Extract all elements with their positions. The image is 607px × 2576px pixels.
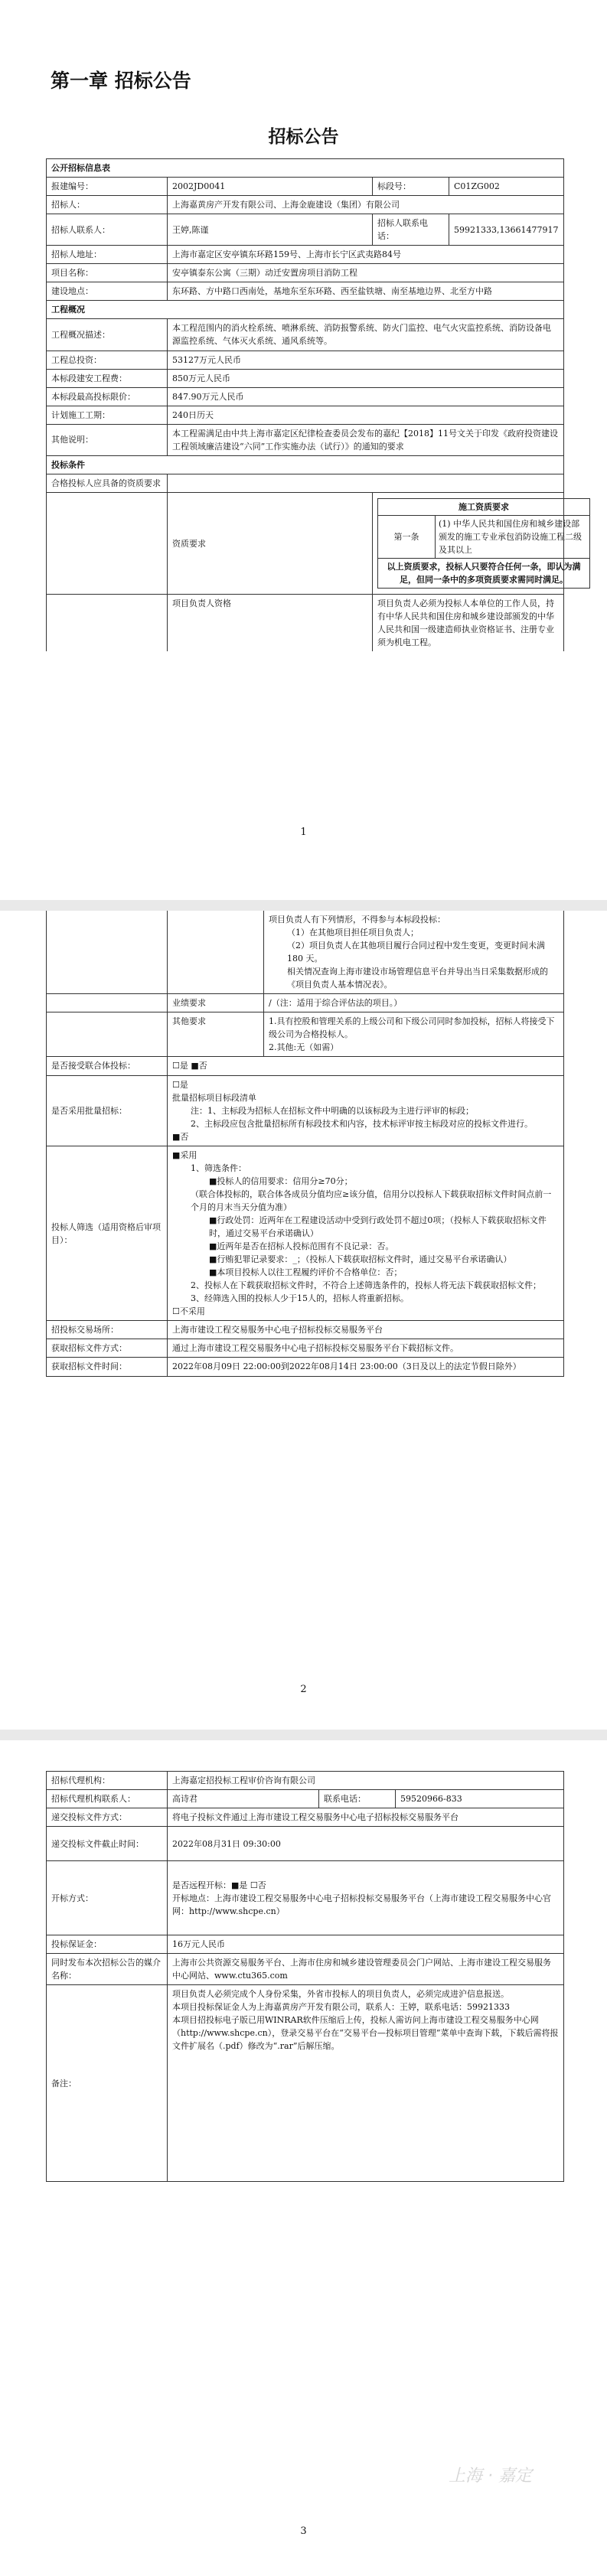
table-row [47, 1012, 564, 1057]
field-value [264, 911, 564, 994]
section-title-bid-conditions: 投标条件 [47, 455, 564, 474]
field-label: 招标代理机构联系人： [47, 1790, 168, 1808]
text-line: ■行政处罚：近两年在工程建设活动中受到行政处罚不超过0项；（投标人下载获取招标文件时，通过交易平台承诺确认） [209, 1215, 547, 1239]
qualification-box-footer: 以上资质要求，投标人只要符合任何一条，即认为满足，但同一条中的多项资质要求需同时满足。 [387, 562, 581, 585]
screen-option-adopt: ■采用 [172, 1149, 197, 1160]
field-label: 资质要求 [168, 492, 373, 594]
text-line: ■近两年是否在招标人投标范围有不良记录：否。 [209, 1241, 394, 1252]
field-value: 本工程范围内的消火栓系统、喷淋系统、消防报警系统、防火门监控、电气火灾监控系统、消防设备电源监控系统、气体灭火系统、通风系统等。 [168, 319, 564, 351]
field-label: 开标方式： [47, 1861, 168, 1935]
table-row [47, 1935, 564, 1954]
page-number: 1 [300, 827, 307, 838]
field-value [168, 1985, 564, 2182]
field-value: 16万元人民币 [168, 1935, 564, 1954]
table-row [47, 196, 564, 214]
text-line: 开标地点：上海市建设工程交易服务中心电子招标投标交易服务平台（上海市建设工程交易服务中心官网：http://www.shcpe.cn） [172, 1893, 551, 1916]
field-label: 递交投标文件方式： [47, 1808, 168, 1827]
table-row [47, 1772, 564, 1790]
page-1 [0, 0, 607, 900]
field-value: 59520966-833 [396, 1790, 564, 1808]
field-label: 招标人地址： [47, 246, 168, 264]
text-line: ■本项目投标人以往工程履约评价不合格单位：否； [209, 1267, 403, 1278]
field-value: C01ZG002 [449, 178, 564, 196]
field-label: 本标段最高投标限价： [47, 387, 168, 406]
field-value: 上海市建设工程交易服务中心电子招标投标交易服务平台 [168, 1321, 564, 1339]
page-3 [0, 1740, 607, 2576]
field-value: 上海市嘉定区安亭镇东环路159号、上海市长宁区武夷路84号 [168, 246, 564, 264]
field-label: 招标人： [47, 196, 168, 214]
field-label: 报建编号： [47, 178, 168, 196]
field-label: 其他说明： [47, 424, 168, 455]
field-value [168, 1861, 564, 1935]
table-row [47, 911, 564, 994]
table-row [47, 1339, 564, 1358]
clause-label: 第一条 [378, 516, 436, 558]
field-value: 将电子投标文件通过上海市建设工程交易服务中心电子招标投标交易服务平台 [168, 1808, 564, 1827]
text-line: 2、主标段应包含批量招标所有标段技术和内容，技术标评审按主标段对应的投标文件进行。 [191, 1118, 533, 1129]
table-row [47, 994, 564, 1012]
text-line: 项目负责人必须完成个人身份采集，外省市投标人的项目负责人，必须完成进沪信息报送。 [172, 1989, 509, 2000]
text-line: 2.其他:无（如需） [269, 1042, 339, 1053]
field-label: 备注： [47, 1985, 168, 2182]
table-row [47, 1861, 564, 1935]
table-row [47, 319, 564, 351]
table-row [47, 369, 564, 387]
page-2 [0, 911, 607, 1730]
field-value: 上海嘉黄房产开发有限公司、上海金鹿建设（集团）有限公司 [168, 196, 564, 214]
field-label: 获取招标文件方式： [47, 1339, 168, 1358]
field-value: 安亭镇泰东公寓（三期）动迁安置房项目消防工程 [168, 264, 564, 282]
field-label: 递交投标文件截止时间： [47, 1827, 168, 1861]
field-label: 招投标交易场所： [47, 1321, 168, 1339]
field-label: 项目名称： [47, 264, 168, 282]
field-value: 项目负责人必须为投标人本单位的工作人员，持有中华人民共和国住房和城乡建设部颁发的中华人民共和国一级建造师执业资格证书、注册专业须为机电工程。 [373, 595, 564, 652]
field-label: 项目负责人资格 [168, 595, 373, 652]
agency-table [46, 1771, 564, 2182]
table-row [47, 406, 564, 424]
text-line: （1）在其他项目担任项目负责人； [287, 928, 419, 938]
text-line: 相关情况查询上海市建设市场管理信息平台并导出当日采集数据形成的《项目负责人基本情况表》。 [287, 967, 548, 990]
remote-open-option: 是否远程开标：■是 ☐否 [172, 1880, 266, 1890]
field-value: 上海嘉定招投标工程审价咨询有限公司 [168, 1772, 564, 1790]
field-label: 招标代理机构： [47, 1772, 168, 1790]
field-label: 建设地点： [47, 282, 168, 301]
table-row [47, 1075, 564, 1146]
field-label: 招标人联系人： [47, 214, 168, 246]
field-label: 同时发布本次招标公告的媒介名称： [47, 1954, 168, 1985]
field-label: 招标人联系电话： [373, 214, 449, 246]
field-value: 2022年08月09日 22:00:00到2022年08月14日 23:00:00（3日及以上的法定节假日除外） [168, 1358, 564, 1376]
table-row [47, 424, 564, 455]
field-value: /（注：适用于综合评估法的项目。） [264, 994, 564, 1012]
field-label: 其他要求 [168, 1012, 264, 1057]
field-value: 850万元人民币 [168, 369, 564, 387]
text-line: 3、经筛选入围的投标人少于15人的，招标人将重新招标。 [191, 1293, 409, 1304]
field-label: 获取招标文件时间： [47, 1358, 168, 1376]
field-value: 高诗君 [168, 1790, 319, 1808]
field-label: 是否接受联合体投标： [47, 1057, 168, 1075]
text-line: （2）项目负责人在其他项目履行合同过程中发生变更，变更时间未满 180 天。 [287, 941, 545, 964]
table-row [47, 214, 564, 246]
text-line: （联合体投标的，联合体各成员分值均应≥该分值，信用分以投标人下载获取招标文件时间点前一个月的月末当天分值为准） [191, 1189, 552, 1212]
text-line: ■行贿犯罪记录要求：_；（投标人下载获取招标文件时，通过交易平台承诺确认） [209, 1254, 512, 1265]
field-label: 投标人筛选（适用资格后审项目）： [47, 1146, 168, 1321]
qualification-box-cell [373, 492, 582, 594]
text-line: 本项目投标保证金人为上海嘉黄房产开发有限公司，联系人：王婷，联系电话：59921333 [172, 2002, 510, 2013]
field-label: 计划施工工期： [47, 406, 168, 424]
text-line: 批量招标项目标段清单 [172, 1092, 256, 1103]
clause-text: (1) 中华人民共和国住房和城乡建设部颁发的施工专业承包消防设施工程二级及其以上 [439, 518, 582, 556]
field-value: 王婷,陈谨 [168, 214, 373, 246]
field-label: 工程总投资： [47, 351, 168, 369]
page-divider [0, 1730, 607, 1740]
field-value: 本工程需满足由中共上海市嘉定区纪律检查委员会发布的嘉纪【2018】11号文关于印发《政府投资建设工程领域廉洁建设“六同”工作实施办法（试行）》的通知的要求 [168, 424, 564, 455]
field-label: 合格投标人应具备的资质要求 [47, 474, 168, 492]
bid-info-table [46, 158, 582, 651]
table-row [47, 492, 564, 594]
field-label: 标段号： [373, 178, 449, 196]
text-line: 项目负责人有下列情形，不得参与本标段投标： [269, 915, 445, 924]
table-row [47, 474, 564, 492]
field-label: 是否采用批量招标： [47, 1075, 168, 1146]
table-row [47, 1985, 564, 2182]
table-row [47, 1954, 564, 1985]
section-title-info: 公开招标信息表 [47, 159, 564, 178]
consortium-option: ☐是 ■否 [168, 1057, 564, 1075]
batch-option-yes: ☐是 [172, 1079, 188, 1090]
field-value: 2022年08月31日 09:30:00 [168, 1827, 564, 1861]
field-label: 联系电话： [319, 1790, 396, 1808]
field-value: 59921333,13661477917 [449, 214, 564, 246]
page-number: 2 [300, 1684, 307, 1695]
chapter-title: 第一章 招标公告 [51, 70, 191, 92]
table-row [47, 264, 564, 282]
page-number: 3 [300, 2525, 307, 2537]
text-line: 注：1、主标段为招标人在招标文件中明确的以该标段为主进行评审的标段； [191, 1105, 474, 1116]
watermark-logo: 上海 · 嘉定 [449, 2467, 532, 2486]
text-line: 1、筛选条件： [191, 1162, 246, 1173]
table-row [47, 282, 564, 301]
table-row [47, 1790, 564, 1808]
field-value [168, 1146, 564, 1321]
table-row [47, 351, 564, 369]
text-line: 本项目招投标电子版已用WINRAR软件压缩后上传，投标人需访问上海市建设工程交易服务中心网（http://www.shcpe.cn），登录交易平台在“交易平台—投标项目管理”菜单中查询下载，下载后需将报文件扩展名（.pdf）修改为“.rar”后解压缩。 [172, 2015, 559, 2052]
table-row [47, 387, 564, 406]
section-title-overview: 工程概况 [47, 301, 564, 319]
table-row [47, 595, 564, 652]
qualification-box [377, 498, 590, 589]
field-value: 240日历天 [168, 406, 564, 424]
screen-option-not-adopt: ☐不采用 [172, 1306, 205, 1317]
field-value: 2002JD0041 [168, 178, 373, 196]
table-row [47, 1146, 564, 1321]
field-label: 投标保证金： [47, 1935, 168, 1954]
field-value: 东环路、方中路口西南处，基地东至东环路、西至盐铁塘、南至基地边界、北至方中路 [168, 282, 564, 301]
doc-title: 招标公告 [268, 127, 339, 147]
text-line: ■投标人的信用要求：信用分≥70分； [209, 1176, 353, 1186]
table-row [47, 1057, 564, 1075]
table-row [47, 178, 564, 196]
field-value [264, 1012, 564, 1057]
text-line: 1.具有控股和管理关系的上级公司和下级公司同时参加投标，招标人将接受下级公司为合格投标人。 [269, 1016, 555, 1040]
page-divider [0, 900, 607, 911]
qualification-box-header: 施工资质要求 [378, 499, 589, 516]
field-value [168, 1075, 564, 1146]
field-value: 通过上海市建设工程交易服务中心电子招标投标交易服务平台下载招标文件。 [168, 1339, 564, 1358]
table-row [47, 246, 564, 264]
field-label: 工程概况描述： [47, 319, 168, 351]
table-row [47, 1808, 564, 1827]
field-value: 847.90万元人民币 [168, 387, 564, 406]
field-label: 业绩要求 [168, 994, 264, 1012]
batch-option-no: ■否 [172, 1131, 189, 1142]
table-row [47, 1827, 564, 1861]
field-label: 本标段建安工程费： [47, 369, 168, 387]
table-row [47, 1358, 564, 1376]
text-line: 2、投标人在下载获取招标文件时，不符合上述筛选条件的，投标人将无法下载获取招标文件； [191, 1280, 541, 1291]
table-row [47, 1321, 564, 1339]
bid-conditions-table [46, 911, 564, 1377]
field-value: 上海市公共资源交易服务平台、上海市住房和城乡建设管理委员会门户网站、上海市建设工程交易服务中心网站、www.ctu365.com [168, 1954, 564, 1985]
field-value: 53127万元人民币 [168, 351, 564, 369]
